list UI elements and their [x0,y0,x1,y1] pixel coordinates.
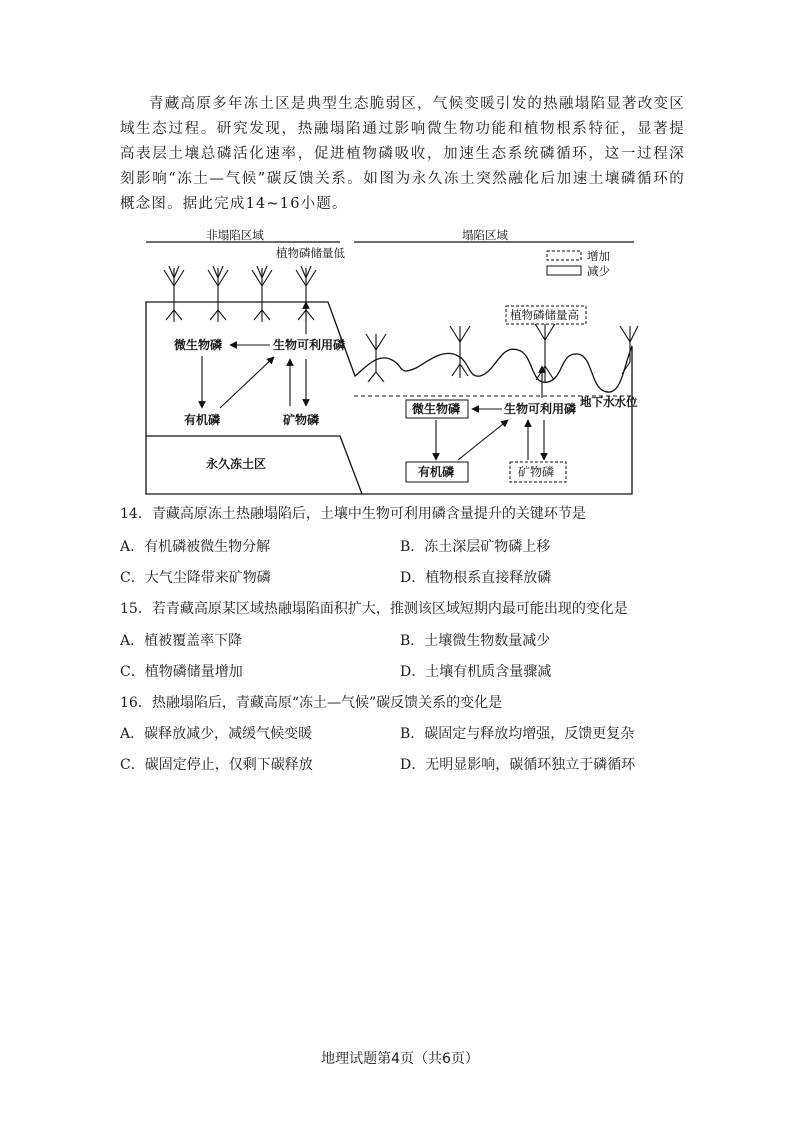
legend-decrease-swatch [547,266,581,275]
organic-p-right: 有机磷 [418,465,455,479]
plant-p-low-label: 植物磷储量低 [276,246,345,260]
collapse-region-label: 塌陷区域 [462,228,508,242]
question-14-option-b[interactable]: B．冻土深层矿物磷上移 [400,539,551,555]
permafrost-label: 永久冻土区 [206,457,267,471]
page-footer: 地理试题第4页（共6页） [321,1051,479,1067]
plant-p-high-label: 植物磷储量高 [510,308,579,322]
phosphorus-cycle-diagram [140,226,650,498]
bio-available-p-left: 生物可利用磷 [273,338,346,352]
question-14-option-d[interactable]: D．植物根系直接释放磷 [400,570,552,586]
bio-available-p-right: 生物可利用磷 [504,402,577,416]
question-16-option-b[interactable]: B．碳固定与释放均增强，反馈更复杂 [400,726,635,742]
question-14-option-a[interactable]: A．有机磷被微生物分解 [120,539,271,555]
question-15-option-a[interactable]: A．植被覆盖率下降 [120,633,243,649]
question-15-option-d[interactable]: D．土壤有机质含量骤减 [400,664,552,680]
question-16-stem: 16．热融塌陷后，青藏高原“冻土—气候”碳反馈关系的变化是 [120,695,503,711]
microbial-p-right: 微生物磷 [412,402,461,416]
question-16-option-d[interactable]: D．无明显影响，碳循环独立于磷循环 [400,757,636,773]
question-16-option-a[interactable]: A．碳释放减少，减缓气候变暖 [120,726,313,742]
question-14-stem: 14．青藏高原冻土热融塌陷后，土壤中生物可利用磷含量提升的关键环节是 [120,506,586,522]
question-15-stem: 15．若青藏高原某区域热融塌陷面积扩大，推测该区域短期内最可能出现的变化是 [120,601,628,617]
legend-decrease-label: 减少 [587,264,610,278]
legend-increase-label: 增加 [587,249,610,263]
question-14-option-c[interactable]: C．大气尘降带来矿物磷 [120,570,271,586]
intro-text: 青藏高原多年冻土区是典型生态脆弱区，气候变暖引发的热融塌陷显著改变区域生态过程。研究发现，热融塌陷通过影响微生物功能和植物根系特征，显著提高表层土壤总磷活化速率，促进植物磷吸收，加速生态系统磷循环，这一过程深刻影响“冻土—气候”碳反馈关系。如图为永久冻土突然融化后加速土壤磷循环的概念图。据此完成14~16小题。 [120,96,685,212]
mineral-p-right: 矿物磷 [518,465,555,479]
question-15-option-c[interactable]: C．植物磷储量增加 [120,664,243,680]
mineral-p-left: 矿物磷 [283,413,320,427]
question-15-option-b[interactable]: B．土壤微生物数量减少 [400,633,551,649]
water-table-label: 地下水水位 [580,395,638,409]
non-collapse-region-label: 非塌陷区域 [206,228,264,242]
microbial-p-left: 微生物磷 [174,338,223,352]
legend [547,249,610,278]
plants-left [164,266,316,322]
intro-paragraph [120,92,685,217]
question-16-option-c[interactable]: C．碳固定停止，仅剩下碳释放 [120,757,313,773]
organic-p-left: 有机磷 [184,413,221,427]
plants-right [366,322,638,382]
legend-increase-swatch [547,251,581,260]
